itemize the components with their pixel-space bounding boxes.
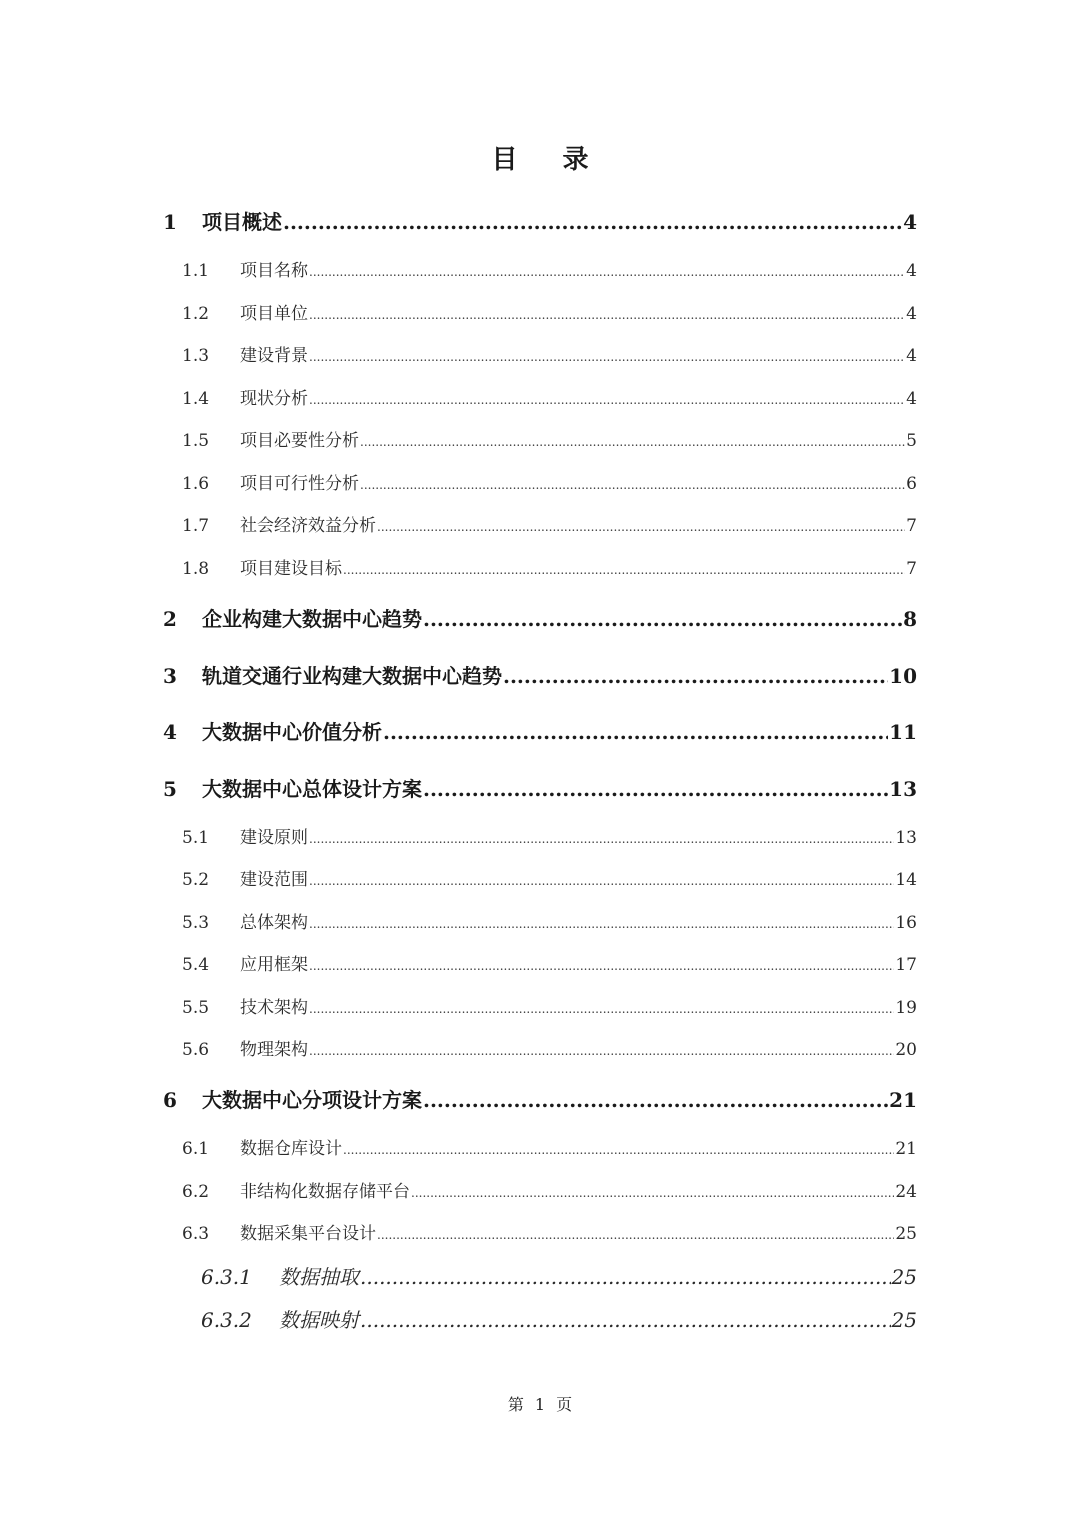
toc-entry-page: 17 <box>895 955 917 975</box>
toc-entry-5-6[interactable] <box>0 1036 1080 1064</box>
toc-entry-title: 建设背景 <box>240 346 308 366</box>
dot-leader <box>309 258 905 286</box>
toc-entry-number: 2 <box>163 607 177 631</box>
toc-entry-5-5[interactable] <box>0 994 1080 1022</box>
toc-entry-title: 总体架构 <box>240 913 308 933</box>
toc-entry-page: 14 <box>895 870 917 890</box>
toc-entry-title: 建设范围 <box>240 870 308 890</box>
dot-leader <box>423 1084 888 1116</box>
toc-entry-title: 大数据中心总体设计方案 <box>202 777 422 801</box>
toc-entry-page: 16 <box>895 913 917 933</box>
toc-entry-6-3-1[interactable] <box>0 1261 1080 1293</box>
toc-entry-number: 5.5 <box>182 998 210 1018</box>
toc-entry-1-7[interactable] <box>0 512 1080 540</box>
toc-entry-title: 技术架构 <box>240 998 308 1018</box>
toc-entry-title: 大数据中心分项设计方案 <box>202 1088 422 1112</box>
toc-entry-number: 1.1 <box>182 261 210 281</box>
toc-entry-number: 1 <box>163 210 177 234</box>
dot-leader <box>309 867 894 895</box>
toc-entry-number: 4 <box>163 720 177 744</box>
dot-leader <box>309 301 905 329</box>
toc-entry-number: 6.1 <box>182 1139 210 1159</box>
toc-entry-number: 6 <box>163 1088 177 1112</box>
toc-entry-5-2[interactable] <box>0 866 1080 894</box>
toc-entry-page: 10 <box>889 664 917 688</box>
dot-leader <box>411 1179 894 1207</box>
toc-entry-5-3[interactable] <box>0 909 1080 937</box>
dot-leader <box>360 1304 891 1336</box>
toc-entry-page: 20 <box>895 1040 917 1060</box>
toc-entry-1-6[interactable] <box>0 470 1080 498</box>
dot-leader <box>360 471 905 499</box>
toc-entry-title: 项目概述 <box>202 210 282 234</box>
toc-entry-title: 建设原则 <box>240 828 308 848</box>
dot-leader <box>309 995 894 1023</box>
dot-leader <box>309 343 905 371</box>
toc-entry-title: 项目可行性分析 <box>240 474 359 494</box>
toc-entry-number: 3 <box>163 664 177 688</box>
toc-entry-title: 项目单位 <box>240 304 308 324</box>
dot-leader <box>309 825 894 853</box>
toc-entry-1-1[interactable] <box>0 257 1080 285</box>
toc-entry-page: 24 <box>895 1182 917 1202</box>
toc-entry-title: 项目必要性分析 <box>240 431 359 451</box>
toc-entry-title: 数据仓库设计 <box>240 1139 342 1159</box>
toc-entry-page: 4 <box>906 304 917 324</box>
dot-leader <box>360 428 905 456</box>
toc-entry-number: 5 <box>163 777 177 801</box>
toc-entry-6-3-2[interactable] <box>0 1304 1080 1336</box>
toc-entry-page: 7 <box>906 559 917 579</box>
toc-entry-1-3[interactable] <box>0 342 1080 370</box>
toc-entry-page: 19 <box>895 998 917 1018</box>
page-number-footer: 第 1 页 <box>507 1395 573 1414</box>
toc-entry-title: 数据抽取 <box>279 1265 359 1289</box>
toc-entry-page: 4 <box>903 210 917 234</box>
toc-entry-6-2[interactable] <box>0 1178 1080 1206</box>
dot-leader <box>309 386 905 414</box>
toc-entry-page: 25 <box>891 1308 917 1332</box>
toc-entry-number: 5.3 <box>182 913 210 933</box>
toc-entry-title: 数据映射 <box>279 1308 359 1332</box>
dot-leader <box>283 206 902 238</box>
toc-entry-6[interactable] <box>0 1084 1080 1116</box>
toc-entry-5-4[interactable] <box>0 951 1080 979</box>
toc-entry-title: 现状分析 <box>240 389 308 409</box>
toc-entry-number: 6.3 <box>182 1224 210 1244</box>
toc-entry-page: 25 <box>891 1265 917 1289</box>
toc-entry-title: 项目建设目标 <box>240 559 342 579</box>
dot-leader <box>377 1221 894 1249</box>
toc-entry-page: 6 <box>906 474 917 494</box>
dot-leader <box>309 1037 894 1065</box>
toc-entry-4[interactable] <box>0 716 1080 748</box>
toc-entry-title: 数据采集平台设计 <box>240 1224 376 1244</box>
toc-entry-title: 轨道交通行业构建大数据中心趋势 <box>202 664 502 688</box>
toc-entry-5-1[interactable] <box>0 824 1080 852</box>
toc-entry-5[interactable] <box>0 773 1080 805</box>
dot-leader <box>309 910 894 938</box>
toc-entry-1[interactable] <box>0 206 1080 238</box>
toc-entry-page: 4 <box>906 389 917 409</box>
toc-entry-page: 25 <box>895 1224 917 1244</box>
toc-entry-number: 6.2 <box>182 1182 210 1202</box>
toc-entry-title: 企业构建大数据中心趋势 <box>202 607 422 631</box>
dot-leader <box>503 660 888 692</box>
toc-entry-title: 大数据中心价值分析 <box>202 720 382 744</box>
toc-entry-page: 21 <box>889 1088 917 1112</box>
toc-entry-page: 8 <box>903 607 917 631</box>
toc-entry-number: 1.5 <box>182 431 210 451</box>
toc-entry-1-5[interactable] <box>0 427 1080 455</box>
toc-entry-page: 13 <box>889 777 917 801</box>
toc-title: 目 录 <box>491 145 607 175</box>
dot-leader <box>377 513 905 541</box>
toc-entry-1-2[interactable] <box>0 300 1080 328</box>
toc-entry-6-3[interactable] <box>0 1220 1080 1248</box>
toc-entry-title: 非结构化数据存储平台 <box>240 1182 410 1202</box>
toc-entry-number: 6.3.1 <box>201 1265 252 1289</box>
toc-entry-title: 应用框架 <box>240 955 308 975</box>
toc-entry-number: 1.3 <box>182 346 210 366</box>
toc-entry-1-4[interactable] <box>0 385 1080 413</box>
toc-entry-number: 1.8 <box>182 559 210 579</box>
toc-entry-title: 物理架构 <box>240 1040 308 1060</box>
toc-entry-page: 5 <box>906 431 917 451</box>
toc-entry-3[interactable] <box>0 660 1080 692</box>
toc-entry-number: 1.2 <box>182 304 210 324</box>
toc-entry-title: 社会经济效益分析 <box>240 516 376 536</box>
toc-entry-page: 11 <box>889 720 917 744</box>
toc-entry-2[interactable] <box>0 603 1080 635</box>
dot-leader <box>423 603 902 635</box>
toc-entry-1-8[interactable] <box>0 555 1080 583</box>
toc-entry-number: 6.3.2 <box>201 1308 252 1332</box>
toc-entry-number: 1.7 <box>182 516 210 536</box>
dot-leader <box>343 556 905 584</box>
dot-leader <box>383 716 888 748</box>
toc-entry-number: 5.1 <box>182 828 210 848</box>
dot-leader <box>360 1261 891 1293</box>
toc-entry-page: 13 <box>895 828 917 848</box>
toc-entry-number: 5.4 <box>182 955 210 975</box>
toc-entry-number: 5.6 <box>182 1040 210 1060</box>
toc-entry-number: 5.2 <box>182 870 210 890</box>
dot-leader <box>309 952 894 980</box>
toc-entry-number: 1.6 <box>182 474 210 494</box>
toc-entry-title: 项目名称 <box>240 261 308 281</box>
toc-entry-page: 7 <box>906 516 917 536</box>
dot-leader <box>343 1136 894 1164</box>
dot-leader <box>423 773 888 805</box>
toc-entry-page: 4 <box>906 261 917 281</box>
toc-entry-6-1[interactable] <box>0 1135 1080 1163</box>
toc-entry-page: 4 <box>906 346 917 366</box>
toc-entry-page: 21 <box>895 1139 917 1159</box>
toc-entry-number: 1.4 <box>182 389 210 409</box>
